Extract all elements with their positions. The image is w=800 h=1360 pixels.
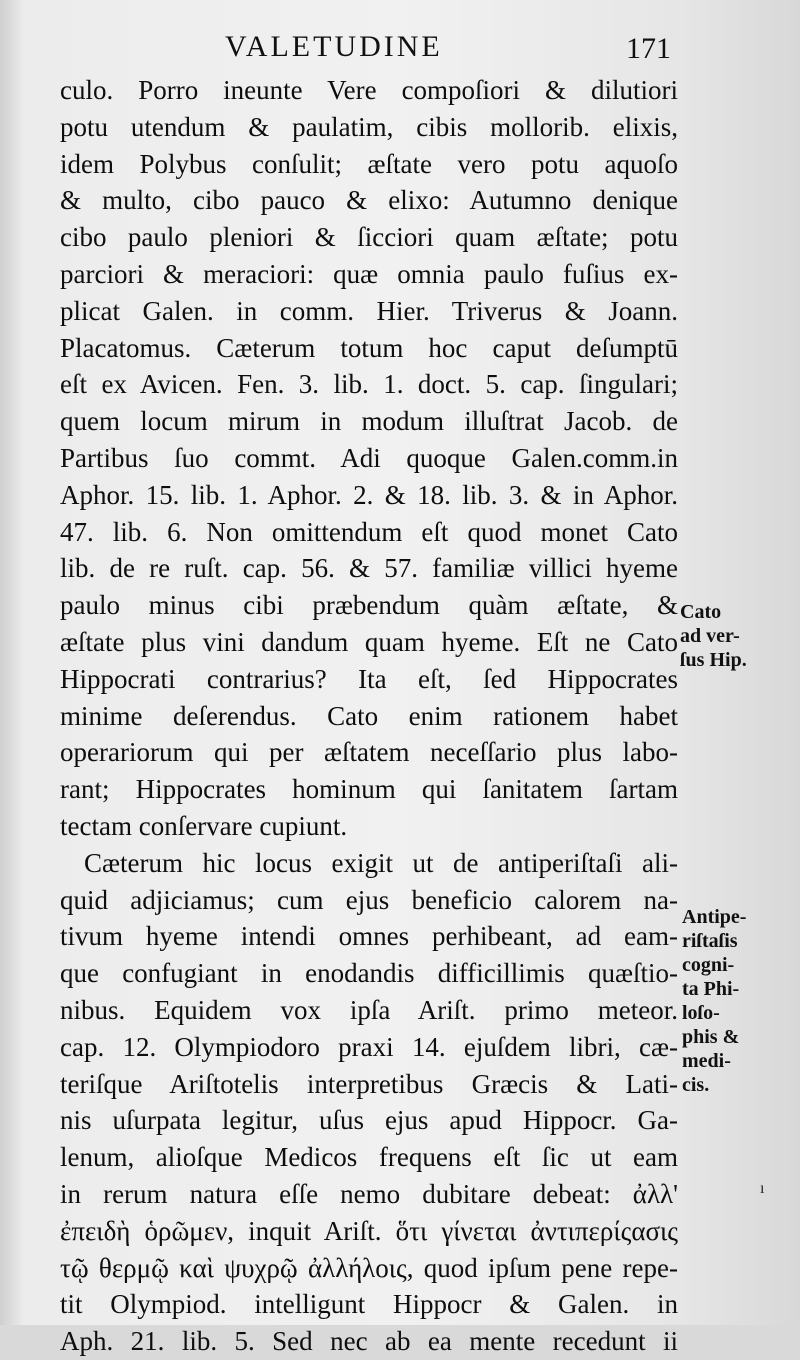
text-line: que confugiant in enodandis difficillimis quæſtio- xyxy=(60,958,678,989)
margin-note-line: ſus Hip. xyxy=(680,649,747,671)
margin-note-line: phis & xyxy=(682,1026,740,1048)
text-line: τῷ θερμῷ καὶ ψυχρῷ ἀλλήλοις, quod ipſum pene repe- xyxy=(60,1252,678,1283)
text-line: idem Polybus conſulit; æſtate vero potu aquoſo xyxy=(60,148,678,179)
text-line: cap. 12. Olympiodoro praxi 14. ejuſdem libri, cæ- xyxy=(60,1031,678,1062)
page-number: 171 xyxy=(626,32,671,65)
text-line: quem locum mirum in modum illuſtrat Jacob. de xyxy=(60,406,678,437)
text-line: lib. de re ruſt. cap. 56. & 57. familiæ villici hyeme xyxy=(60,553,678,584)
margin-note-antiperistasis xyxy=(682,905,746,1097)
text-line: potu utendum & paulatim, cibis mollorib. elixis, xyxy=(60,111,678,142)
margin-note-line: loſo- xyxy=(682,1002,720,1024)
text-line: Hippocrati contrarius? Ita eſt, ſed Hippocrates xyxy=(60,663,678,694)
margin-note-cato xyxy=(680,600,747,672)
margin-note-line: riſtaſis xyxy=(682,930,738,952)
stray-mark: ı xyxy=(760,1180,765,1197)
text-line: parciori & meraciori: quæ omnia paulo fuſius ex- xyxy=(60,258,678,289)
text-line: & multo, cibo pauco & elixo: Autumno denique xyxy=(60,185,678,216)
text-line: Placatomus. Cæterum totum hoc caput deſumptū xyxy=(60,332,678,363)
text-line: nis uſurpata legitur, uſus ejus apud Hippocr. Ga- xyxy=(60,1105,678,1136)
running-head xyxy=(0,30,800,70)
text-line: ἐπειδὴ ὁρῶμεν, inquit Ariſt. ὅτι γίνεται ἀντιπερίςασις xyxy=(60,1215,678,1246)
text-line: eſt ex Avicen. Fen. 3. lib. 1. doct. 5. cap. ſingulari; xyxy=(60,369,678,400)
margin-note-line: cogni- xyxy=(682,954,735,976)
text-line: lenum, alioſque Medicos frequens eſt ſic ut eam xyxy=(60,1142,678,1173)
margin-note-line: medi- xyxy=(682,1050,731,1072)
text-line: quid adjiciamus; cum ejus beneficio calorem na- xyxy=(60,884,678,915)
text-line: Partibus ſuo commt. Adi quoque Galen.comm.in xyxy=(60,442,678,473)
text-line: in rerum natura eſſe nemo dubitare debeat: ἀλλ' xyxy=(60,1178,678,1209)
text-line: operariorum qui per æſtatem neceſſario plus labo- xyxy=(60,737,678,768)
text-line: Aphor. 15. lib. 1. Aphor. 2. & 18. lib. 3. & in Aphor. xyxy=(60,479,678,510)
text-line: teriſque Ariſtotelis interpretibus Græcis & Lati- xyxy=(60,1068,678,1099)
text-line: Aph. 21. lib. 5. Sed nec ab ea mente recedunt ii xyxy=(60,1326,678,1357)
margin-note-line: Antipe- xyxy=(682,906,747,928)
text-line: tivum hyeme intendi omnes perhibeant, ad eam- xyxy=(60,921,678,952)
body-text xyxy=(60,72,678,1360)
text-line: minime deſerendus. Cato enim rationem habet xyxy=(60,700,678,731)
margin-note-line: ad ver- xyxy=(680,625,740,647)
text-line: Cæterum hic locus exigit ut de antiperiſtaſi ali- xyxy=(84,847,678,878)
running-title: VALETUDINE xyxy=(225,30,443,63)
text-line: tit Olympiod. intelligunt Hippocr & Galen. in xyxy=(60,1289,678,1320)
text-line: cibo paulo pleniori & ſicciori quam æſtate; potu xyxy=(60,222,678,253)
text-line: plicat Galen. in comm. Hier. Triverus & Joann. xyxy=(60,295,678,326)
margin-note-line: cis. xyxy=(682,1074,710,1096)
text-line: æſtate plus vini dandum quam hyeme. Eſt ne Cato xyxy=(60,626,678,657)
text-line: culo. Porro ineunte Vere compoſiori & dilutiori xyxy=(60,75,678,105)
margin-note-line: Cato xyxy=(680,601,722,623)
margin-note-line: ta Phi- xyxy=(682,978,740,1000)
text-line: 47. lib. 6. Non omittendum eſt quod monet Cato xyxy=(60,516,678,547)
text-line: tectam conſervare cupiunt. xyxy=(60,810,348,841)
text-line: rant; Hippocrates hominum qui ſanitatem ſartam xyxy=(60,774,678,805)
text-line: nibus. Equidem vox ipſa Ariſt. primo meteor. xyxy=(60,994,678,1025)
text-line: paulo minus cibi præbendum quàm æſtate, & xyxy=(60,590,678,621)
